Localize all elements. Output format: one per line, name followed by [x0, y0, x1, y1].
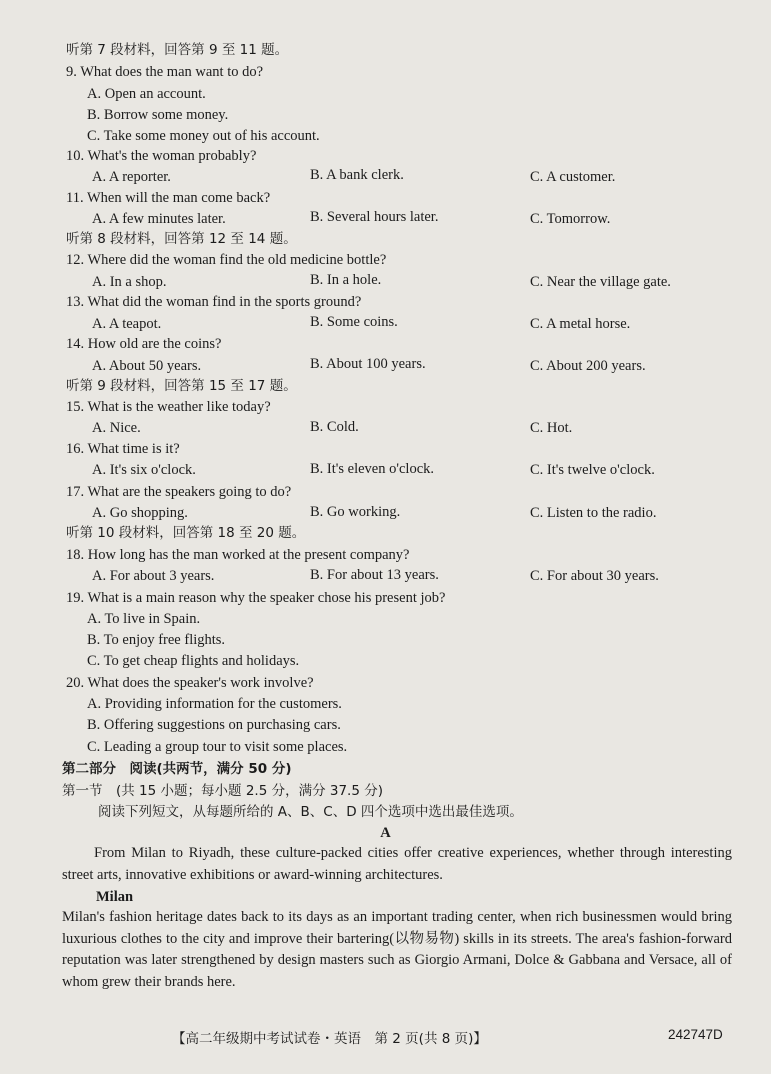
- option-9a: A. Open an account.: [87, 86, 206, 102]
- option-10c: C. A customer.: [530, 169, 616, 185]
- option-14c: C. About 200 years.: [530, 358, 646, 374]
- section-heading-7: 听第 7 段材料，回答第 9 至 11 题。: [66, 42, 289, 58]
- option-15b: B. Cold.: [310, 419, 359, 435]
- option-13b: B. Some coins.: [310, 314, 398, 330]
- section-heading-10: 听第 10 段材料，回答第 18 至 20 题。: [66, 525, 306, 541]
- option-14b: B. About 100 years.: [310, 356, 426, 372]
- option-16b: B. It's eleven o'clock.: [310, 461, 435, 477]
- option-13c: C. A metal horse.: [530, 316, 631, 332]
- option-11a: A. A few minutes later.: [92, 211, 226, 227]
- option-20c: C. Leading a group tour to visit some places.: [87, 739, 348, 755]
- passage-heading-milan: Milan: [96, 889, 134, 905]
- option-19b: B. To enjoy free flights.: [87, 632, 226, 648]
- option-9b: B. Borrow some money.: [87, 107, 229, 123]
- option-16c: C. It's twelve o'clock.: [530, 462, 655, 478]
- option-11b: B. Several hours later.: [310, 209, 439, 225]
- option-18c: C. For about 30 years.: [530, 568, 659, 584]
- option-15a: A. Nice.: [92, 420, 141, 436]
- question-12: 12. Where did the woman find the old medicine bottle?: [66, 252, 387, 268]
- footer-title: 【高二年级期中考试试卷・英语 第 2 页(共 8 页)】: [172, 1031, 487, 1047]
- passage-intro: From Milan to Riyadh, these culture-packed cities offer creative experiences, whether through interesting street arts, innovative exhibitions or award-winning architectures.: [62, 845, 732, 883]
- option-10b: B. A bank clerk.: [310, 167, 404, 183]
- option-16a: A. It's six o'clock.: [92, 462, 196, 478]
- question-13: 13. What did the woman find in the sports ground?: [66, 294, 362, 310]
- question-14: 14. How old are the coins?: [66, 336, 222, 352]
- option-17b: B. Go working.: [310, 504, 401, 520]
- option-20b: B. Offering suggestions on purchasing cars.: [87, 717, 341, 733]
- question-17: 17. What are the speakers going to do?: [66, 484, 292, 500]
- option-18a: A. For about 3 years.: [92, 568, 215, 584]
- option-11c: C. Tomorrow.: [530, 211, 611, 227]
- question-9: 9. What does the man want to do?: [66, 64, 264, 80]
- option-19a: A. To live in Spain.: [87, 611, 201, 627]
- option-9c: C. Take some money out of his account.: [87, 128, 320, 144]
- option-17c: C. Listen to the radio.: [530, 505, 657, 521]
- option-15c: C. Hot.: [530, 420, 573, 436]
- section-heading-8: 听第 8 段材料，回答第 12 至 14 题。: [66, 231, 297, 247]
- footer-code: 242747D: [668, 1027, 723, 1042]
- option-18b: B. For about 13 years.: [310, 567, 439, 583]
- option-10a: A. A reporter.: [92, 169, 171, 185]
- passage-letter: A: [380, 825, 391, 841]
- option-12c: C. Near the village gate.: [530, 274, 671, 290]
- option-17a: A. Go shopping.: [92, 505, 188, 521]
- question-10: 10. What's the woman probably?: [66, 148, 257, 164]
- question-20: 20. What does the speaker's work involve?: [66, 675, 314, 691]
- question-11: 11. When will the man come back?: [66, 190, 271, 206]
- question-19: 19. What is a main reason why the speaker chose his present job?: [66, 590, 446, 606]
- question-16: 16. What time is it?: [66, 441, 180, 457]
- option-14a: A. About 50 years.: [92, 358, 202, 374]
- question-15: 15. What is the weather like today?: [66, 399, 271, 415]
- part2-instruction: 阅读下列短文，从每题所给的 A、B、C、D 四个选项中选出最佳选项。: [98, 804, 523, 820]
- question-18: 18. How long has the man worked at the present company?: [66, 547, 410, 563]
- section-heading-9: 听第 9 段材料，回答第 15 至 17 题。: [66, 378, 297, 394]
- option-19c: C. To get cheap flights and holidays.: [87, 653, 300, 669]
- passage-body-milan: Milan's fashion heritage dates back to its days as an important trading center, when rich businessmen would bring luxurious clothes to the city and improve their bartering(以物易物) skills in its streets. The area's fashion-forward reputation was later strengthened by design masters such as Giorgio Armani, Dolce & Gabbana and Versace, all of whom grew their brands here.: [62, 909, 732, 990]
- option-12b: B. In a hole.: [310, 272, 382, 288]
- part2-subtitle: 第一节 (共 15 小题；每小题 2.5 分，满分 37.5 分): [62, 783, 383, 799]
- part2-title: 第二部分 阅读(共两节，满分 50 分): [62, 761, 292, 777]
- option-13a: A. A teapot.: [92, 316, 162, 332]
- option-20a: A. Providing information for the customers.: [87, 696, 342, 712]
- option-12a: A. In a shop.: [92, 274, 167, 290]
